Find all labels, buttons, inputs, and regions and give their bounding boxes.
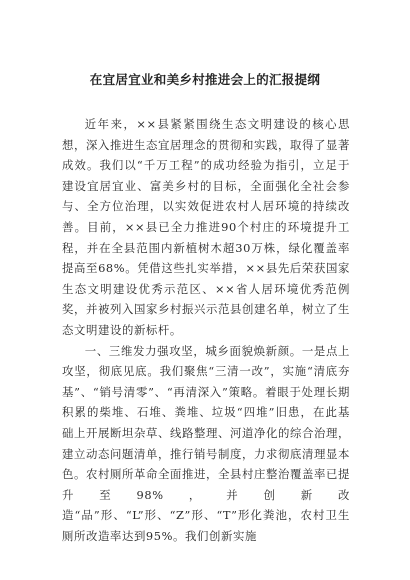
paragraph-intro: 近年来，××县紧紧围绕生态文明建设的核心思想，深入推进生态宜居理念的贯彻和实践，取得了显著成效。我们以“千万工程”的成功经验为指引，立足于建设宜居宜业、富美乡村的目标，全面强化全社会参与、全方位治理，以实效促进农村人居环境的持续改善。目前，××县已全力推进90个村庄的环境提升工程，并在全县范围内新植树木超30万株，绿化覆盖率提高至68%。凭借这些扎实举措，××县先后荣获国家生态文明建设优秀示范区、××省人居环境优秀范例奖，并被列入国家乡村振兴示范县创建名单，树立了生态文明建设的新标杆。 [62, 117, 350, 337]
document-body [62, 114, 350, 546]
paragraph-section-one: 一、三维发力强攻坚，城乡面貌焕新颜。一是点上攻坚，彻底见底。我们聚焦“三清一改”，实施“清底夯基”、“销号清零”、“再清深入”策略。着眼于处理长期积累的柴堆、石堆、粪堆、垃圾“四堆”旧患，在此基础上开展断坦杂草、线路整理、河道净化的综合治理，建立动态问题清单，推行销号制度，力求彻底清理显本色。农村厕所革命全面推进，全县村庄整治覆盖率已提升至98%，并创新改造“品”形、“L”形、“Z”形、“T”形化粪池，农村卫生厕所改造率达到95%。我们创新实施 [62, 343, 350, 543]
document-title: 在宜居宜业和美乡村推进会上的汇报提纲 [89, 72, 321, 87]
